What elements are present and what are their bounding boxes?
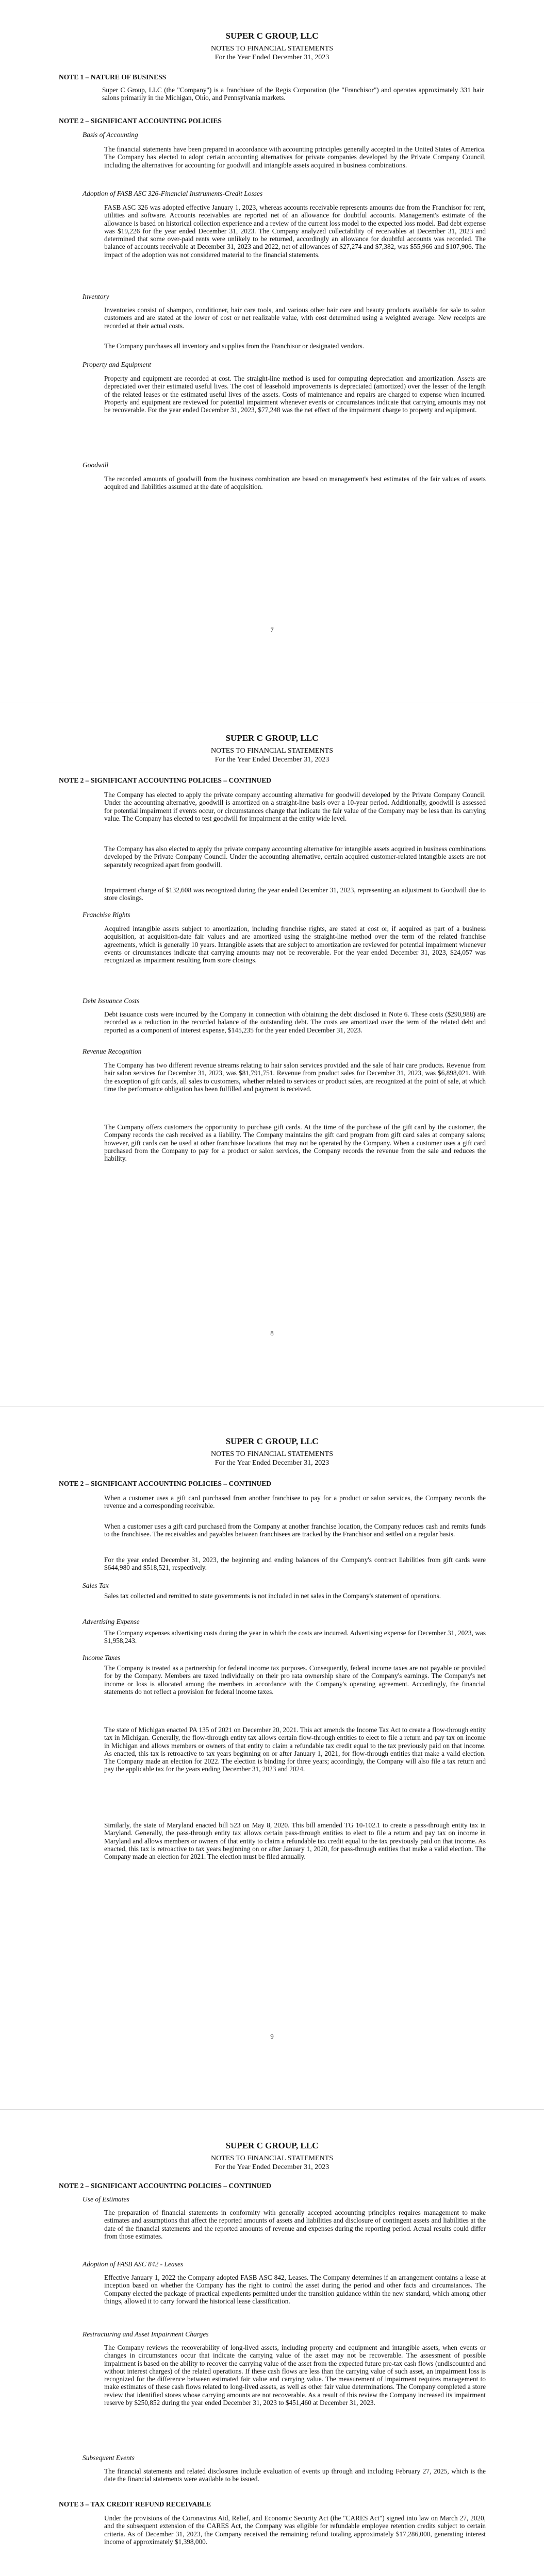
section-heading-franchise: Franchise Rights [83,911,130,919]
section-heading-revenue: Revenue Recognition [83,1047,142,1055]
section-heading-estimates: Use of Estimates [83,2195,129,2203]
page-header [0,31,544,62]
note-2-heading: NOTE 2 – SIGNIFICANT ACCOUNTING POLICIES – CONTINUED [59,776,271,784]
section-text-asc326: FASB ASC 326 was adopted effective January 1, 2023, whereas accounts receivable represents amounts due from the Franchisor for rent, utilities and software. Accounts receivables are reported net of an allowance for doubtful accounts. Management's estimate of the allowance is based on historical collection experience and a review of the current loss model to the expected loss model. Bad debt expense was $19,226 for the year ended December 31, 2023. The Company analyzed collectability of receivables at December 31, 2023 and determined that some over-paid rents were unlikely to be returned, accordingly an allowance for doubtful accounts was recorded. The balance of accounts receivable at December 31, 2023 and 2022, net of allowances of $27,274 and $7,382, was $55,966 and $107,906. The impact of the adoption was not considered material to the financial statements. [104,204,486,259]
note-1-text: Super C Group, LLC (the "Company") is a franchisee of the Regis Corporation (the "Franchisor") and operates approximately 331 hair salons primarily in the Michigan, Ohio, and Pennsylvania markets. [102,86,484,102]
section-text-sales-tax: Sales tax collected and remitted to state governments is not included in net sales in the Company's statement of operations. [104,1592,441,1600]
revenue-text-3: When a customer uses a gift card purchased from another franchisee to pay for a product or salon services, the Company records the revenue and a corresponding receivable. [104,1494,486,1510]
section-text-estimates: The preparation of financial statements in conformity with generally accepted accounting principles requires management to make estimates and assumptions that affect the reported amounts of assets and liabilities and disclosure of contingent assets and liabilities at the date of the financial statements and the reported amounts of revenue and expenses during the reporting period. Actual results could differ from those estimates. [104,2209,486,2240]
section-text-debt: Debt issuance costs were incurred by the Company in connection with obtaining the debt disclosed in Note 6. These costs ($290,988) are recorded as a reduction in the recorded balance of the outstanding debt. The costs are amortized over the term of the related debt and reported as a component of interest expense, $145,235 for the year ended December 31, 2023. [104,1010,486,1034]
section-text-goodwill: The recorded amounts of goodwill from the business combination are based on management's best estimates of the fair values of assets acquired and liabilities assumed at the date of acquisition. [104,475,486,491]
section-heading-ppe: Property and Equipment [83,361,151,368]
section-heading-basis: Basis of Accounting [83,131,138,139]
section-heading-subsequent: Subsequent Events [83,2454,135,2462]
statement-title: NOTES TO FINANCIAL STATEMENTS [210,45,333,53]
statement-title: NOTES TO FINANCIAL STATEMENTS [210,1450,333,1458]
section-text-ppe: Property and equipment are recorded at cost. The straight-line method is used for computing depreciation and amortization. Assets are depreciated over their estimated useful lives. The cost of leasehold improvements is depreciated (amortized) over the lesser of the length of the related leases or the estimated useful lives of the assets. Costs of maintenance and repairs are charged to expense when incurred. Property and equipment are reviewed for potential impairment whenever events or circumstances indicate that carrying amounts may not be recoverable. For the year ended December 31, 2023, $77,248 was the net effect of the impairment charge to property and equipment. [104,375,486,414]
page-number: 7 [270,626,274,634]
company-name: SUPER C GROUP, LLC [225,31,319,41]
section-text-income-taxes-3: Similarly, the state of Maryland enacted bill 523 on May 8, 2020. This bill amended TG 10-102.1 to create a pass-through entity tax in Maryland. Generally, the pass-through entity tax allows certain pass-through entities to elect to file a return and pay tax on income in Maryland and allows members or owners of that entity to claim a refundable tax credit equal to the tax previously paid on that income. As enacted, this tax is retroactive to tax years beginning on or after January 1, 2020, for pass-through entities that make a valid election. The Company made an election for 2021. The election must be filed annually. [104,1821,486,1861]
page-header [0,1436,544,1467]
page-header [0,733,544,764]
note-3-heading: NOTE 3 – TAX CREDIT REFUND RECEIVABLE [59,2500,211,2508]
statement-period: For the Year Ended December 31, 2023 [215,54,329,61]
section-text-revenue-1: The Company has two different revenue streams relating to hair salon services provided and the sale of hair care products. Revenue from hair salon services for December 31, 2023, was $81,791,751. Revenue from product sales for December 31, 2023, was $6,898,021. With the exception of gift cards, all sales to customers, whether related to services or product sales, are recognized at the point of sale, at which time the performance obligation has been fulfilled and payment is received. [104,1061,486,1093]
statement-period: For the Year Ended December 31, 2023 [215,2163,329,2171]
page-number: 9 [270,2032,274,2040]
section-text-franchise: Acquired intangible assets subject to amortization, including franchise rights, are stated at cost or, if acquired as part of a business acquisition, at acquisition-date fair values and are amortized using the straight-line method over the term of the related franchise agreements, which is generally 10 years. Intangible assets that are subject to amortization are reviewed for potential impairment whenever events or circumstances indicate that carrying amounts may not be recoverable. For the year ended December 31, 2023, $24,057 was recognized as impairment resulting from store closings. [104,925,486,964]
document-page-9 [0,1406,544,2110]
document-page-7 [0,0,544,703]
section-heading-asc326: Adoption of FASB ASC 326-Financial Instruments-Credit Losses [83,190,263,197]
company-name: SUPER C GROUP, LLC [225,2141,319,2150]
section-text-advertising: The Company expenses advertising costs during the year in which the costs are incurred. Advertising expense for December 31, 2023, was $1,958,243. [104,1629,486,1645]
section-heading-advertising: Advertising Expense [83,1618,140,1625]
section-heading-leases: Adoption of FASB ASC 842 - Leases [83,2260,184,2268]
company-name: SUPER C GROUP, LLC [225,1436,319,1446]
section-text-subsequent: The financial statements and related disclosures include evaluation of events up through and including February 27, 2025, which is the date the financial statements were available to be issued. [104,2467,486,2483]
section-heading-goodwill: Goodwill [83,461,109,469]
document-page-8 [0,703,544,1406]
section-heading-sales-tax: Sales Tax [83,1582,109,1589]
goodwill-text-3: Impairment charge of $132,608 was recognized during the year ended December 31, 2023, representing an adjustment to Goodwill due to store closings. [104,886,486,902]
document-page-10 [0,2110,544,2576]
note-2-heading: NOTE 2 – SIGNIFICANT ACCOUNTING POLICIES – CONTINUED [59,2182,271,2190]
note-2-heading: NOTE 2 – SIGNIFICANT ACCOUNTING POLICIES – CONTINUED [59,1480,271,1487]
section-heading-debt: Debt Issuance Costs [83,997,140,1005]
section-text-inventory-2: The Company purchases all inventory and supplies from the Franchisor or designated vendors. [104,342,365,350]
section-text-leases: Effective January 1, 2022 the Company adopted FASB ASC 842, Leases. The Company determines if an arrangement contains a lease at inception based on whether the Company has the right to control the asset during the period and other facts and circumstances. The Company elected the package of practical expedients permitted under the transition guidance within the new standard, which among other things, allowed it to carry forward the historical lease classification. [104,2274,486,2305]
revenue-text-4: When a customer uses a gift card purchased from the Company at another franchise location, the Company reduces cash and remits funds to the franchisee. The receivables and payables between franchisees are tracked by the Franchisor and settled on a regular basis. [104,1522,486,1538]
goodwill-text-1: The Company has elected to apply the private company accounting alternative for goodwill developed by the Private Company Council. Under the accounting alternative, goodwill is amortized on a straight-line basis over a 10-year period. Additionally, goodwill is assessed for potential impairment if events occur, or circumstances change that indicate the fair value of the Company may be less than its carrying value. The Company has elected to test goodwill for impairment at the entity wide level. [104,791,486,822]
section-text-basis: The financial statements have been prepared in accordance with accounting principles generally accepted in the United States of America. The Company has elected to adopt certain accounting alternatives for private companies developed by the Private Company Council, including the alternatives for accounting for goodwill and intangible assets acquired in business combinations. [104,145,486,169]
statement-period: For the Year Ended December 31, 2023 [215,756,329,764]
section-heading-restructuring: Restructuring and Asset Impairment Charges [83,2330,209,2338]
page-number: 8 [270,1329,274,1337]
page-header [0,2141,544,2172]
section-text-revenue-2: The Company offers customers the opportunity to purchase gift cards. At the time of the purchase of the gift card by the customer, the Company records the cash received as a liability. The Company maintains the gift card program from gift card sales at company salons; however, gift cards can be used at other franchisee locations that may not be operated by the Company. When a customer uses a gift card purchased from the Company to pay for a product or salon services, the Company records the revenue from the sale and reduces the liability. [104,1123,486,1163]
section-heading-income-taxes: Income Taxes [83,1654,121,1662]
goodwill-text-2: The Company has also elected to apply the private company accounting alternative for intangible assets acquired in business combinations developed by the Private Company Council. Under the accounting alternative, certain acquired customer-related intangible assets are not separately recognized apart from goodwill. [104,845,486,869]
note-2-heading: NOTE 2 – SIGNIFICANT ACCOUNTING POLICIES [59,117,222,125]
company-name: SUPER C GROUP, LLC [225,733,319,743]
revenue-text-5: For the year ended December 31, 2023, the beginning and ending balances of the Company's contract liabilities from gift cards were $644,980 and $518,521, respectively. [104,1556,486,1572]
statement-title: NOTES TO FINANCIAL STATEMENTS [210,2155,333,2162]
section-text-inventory: Inventories consist of shampoo, conditioner, hair care tools, and various other hair care and beauty products available for sale to salon customers and are stated at the lower of cost or net realizable value, with cost determined using a weighted average. New receipts are recorded at their actual costs. [104,306,486,330]
section-text-income-taxes-1: The Company is treated as a partnership for federal income tax purposes. Consequently, federal income taxes are not payable or provided for by the Company. Members are taxed individually on their pro rata ownership share of the Company's earnings. The Company's net income or loss is allocated among the members in accordance with the Company's operating agreement. Accordingly, the financial statements do not reflect a provision for federal income taxes. [104,1664,486,1696]
section-heading-inventory: Inventory [83,293,109,300]
section-text-restructuring: The Company reviews the recoverability of long-lived assets, including property and equipment and intangible assets, when events or changes in circumstances occur that indicate the carrying value of the asset may not be recoverable. The assessment of possible impairment is based on the ability to recover the carrying value of the asset from the expected future pre-tax cash flows (undiscounted and without interest charges) of the related operations. If these cash flows are less than the carrying value of such asset, an impairment loss is recognized for the difference between estimated fair value and carrying value. The measurement of impairment requires management to make estimates of these cash flows related to long-lived assets, as well as other fair value determinations. The Company completed a store review that identified stores whose carrying amounts are not recoverable. As a result of this review the Company increased its impairment reserve by $250,852 during the year ended December 31, 2023 to $451,460 at December 31, 2023. [104,2344,486,2407]
section-text-income-taxes-2: The state of Michigan enacted PA 135 of 2021 on December 20, 2021. This act amends the Income Tax Act to create a flow-through entity tax in Michigan. Generally, the flow-through entity tax allows certain flow-through entities to elect to file a return and pay tax on income in Michigan and allows members or owners of that entity to claim a refundable tax credit equal to the tax previously paid on that income. As enacted, this tax is retroactive to tax years beginning on or after January 1, 2021, for flow-through entities that make a valid election. The Company made an election for 2022. The election is binding for three years; accordingly, the Company will also file a tax return and pay the applicable tax for the years ending December 31, 2023 and 2024. [104,1726,486,1773]
statement-title: NOTES TO FINANCIAL STATEMENTS [210,747,333,755]
note-1-heading: NOTE 1 – NATURE OF BUSINESS [59,73,167,81]
note-3-text: Under the provisions of the Coronavirus Aid, Relief, and Economic Security Act (the "CARES Act") signed into law on March 27, 2020, and the subsequent extension of the CARES Act, the Company was eligible for refundable employee retention credits subject to certain criteria. As of December 31, 2023, the Company received the remaining refund totaling approximately $17,286,000, generating interest income of approximately $1,398,000. [104,2514,486,2546]
statement-period: For the Year Ended December 31, 2023 [215,1459,329,1467]
